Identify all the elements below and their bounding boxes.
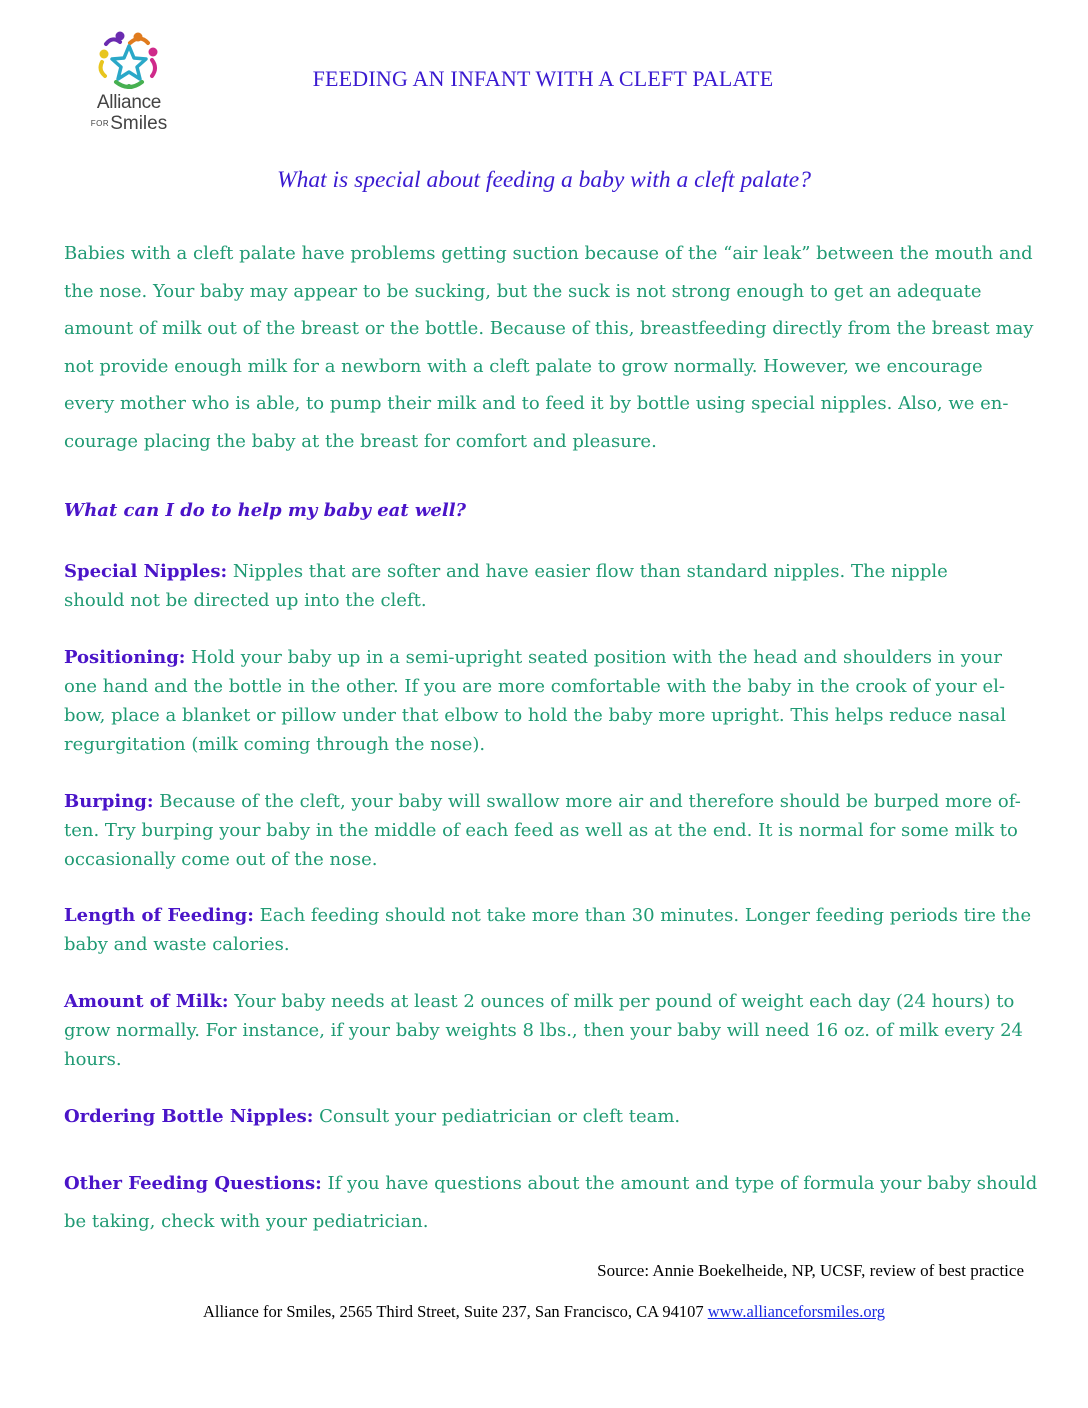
section-line: occasionally come out of the nose. — [64, 849, 378, 870]
logo-text-smiles-word: Smiles — [110, 113, 168, 134]
section-label: Amount of Milk: — [64, 991, 229, 1012]
section-positioning — [64, 643, 1032, 759]
section-special-nipples — [64, 557, 1032, 615]
section-amount-of-milk — [64, 987, 1032, 1074]
section-line — [64, 1165, 1038, 1203]
section-line — [64, 1102, 1032, 1131]
section-line: be taking, check with your pediatrician. — [64, 1210, 429, 1232]
section-length-of-feeding — [64, 901, 1032, 959]
section-label: Other Feeding Questions: — [64, 1173, 322, 1194]
smiling-people-icon — [96, 30, 162, 92]
section-label: Burping: — [64, 791, 154, 812]
section-text: Hold your baby up in a semi-upright seated position with the head and shoulders in your — [185, 647, 1002, 668]
section-line — [64, 643, 1032, 672]
section-line — [64, 787, 1032, 816]
section-line: regurgitation (milk coming through the nose). — [64, 734, 486, 755]
section-line: one hand and the bottle in the other. If you are more comfortable with the baby in the crook of your el- — [64, 676, 1005, 697]
section-label: Ordering Bottle Nipples: — [64, 1106, 314, 1127]
section-line: baby and waste calories. — [64, 934, 290, 955]
intro-line: courage placing the baby at the breast for comfort and pleasure. — [64, 430, 657, 452]
section-text: Each feeding should not take more than 30 minutes. Longer feeding periods tire the — [253, 905, 1032, 926]
source-citation: Source: Annie Boekelheide, NP, UCSF, review of best practice — [597, 1261, 1024, 1280]
section-line: grow normally. For instance, if your baby weights 8 lbs., then your baby will need 16 oz. of milk every 24 — [64, 1020, 1023, 1041]
section-text: Your baby needs at least 2 ounces of milk per pound of weight each day (24 hours) to — [228, 991, 1015, 1012]
website-link[interactable]: www.allianceforsmiles.org — [707, 1302, 886, 1321]
alliance-for-smiles-logo — [84, 30, 174, 132]
intro-line: not provide enough milk for a newborn with a cleft palate to grow normally. However, we encourage — [64, 355, 983, 377]
intro-line: Babies with a cleft palate have problems getting suction because of the “air leak” between the mouth and — [64, 243, 1033, 264]
logo-text-alliance: Alliance — [96, 92, 162, 113]
logo-text-smiles — [84, 113, 174, 135]
intro-paragraph — [64, 235, 1032, 460]
section-line: should not be directed up into the cleft. — [64, 590, 427, 611]
section-line — [64, 987, 1032, 1016]
section-text: Consult your pediatrician or cleft team. — [313, 1106, 681, 1127]
section-line: hours. — [64, 1049, 122, 1070]
intro-line: amount of milk out of the breast or the bottle. Because of this, breastfeeding directly from the breast may — [64, 318, 1034, 339]
section-text: Nipples that are softer and have easier flow than standard nipples. The nipple — [227, 561, 948, 582]
section-label: Length of Feeding: — [64, 905, 254, 926]
logo-text-for: FOR — [90, 119, 110, 128]
section-other-feeding-questions — [64, 1165, 1038, 1240]
section-text: Because of the cleft, your baby will swallow more air and therefore should be burped more of- — [153, 791, 1021, 812]
section-label: Special Nipples: — [64, 561, 228, 582]
footer-address — [0, 1302, 1088, 1322]
section-line: ten. Try burping your baby in the middle of each feed as well as at the end. It is normal for some milk to — [64, 820, 1018, 841]
intro-line: the nose. Your baby may appear to be sucking, but the suck is not strong enough to get an adequate — [64, 280, 982, 302]
section-ordering-bottle-nipples — [64, 1102, 1032, 1131]
footer-address-text: Alliance for Smiles, 2565 Third Street, Suite 237, San Francisco, CA 94107 — [202, 1302, 708, 1321]
document-title: FEEDING AN INFANT WITH A CLEFT PALATE — [312, 66, 774, 91]
section-question-heading: What can I do to help my baby eat well? — [64, 500, 467, 521]
section-line — [64, 901, 1032, 930]
intro-line: every mother who is able, to pump their milk and to feed it by bottle using special nipples. Also, we en- — [64, 393, 1009, 414]
section-label: Positioning: — [64, 647, 186, 668]
section-line: bow, place a blanket or pillow under that elbow to hold the baby more upright. This helps reduce nasal — [64, 705, 1007, 726]
section-text: If you have questions about the amount and type of formula your baby should — [321, 1173, 1038, 1194]
document-subtitle: What is special about feeding a baby with a cleft palate? — [277, 167, 811, 193]
section-line — [64, 557, 1032, 586]
section-burping — [64, 787, 1032, 874]
